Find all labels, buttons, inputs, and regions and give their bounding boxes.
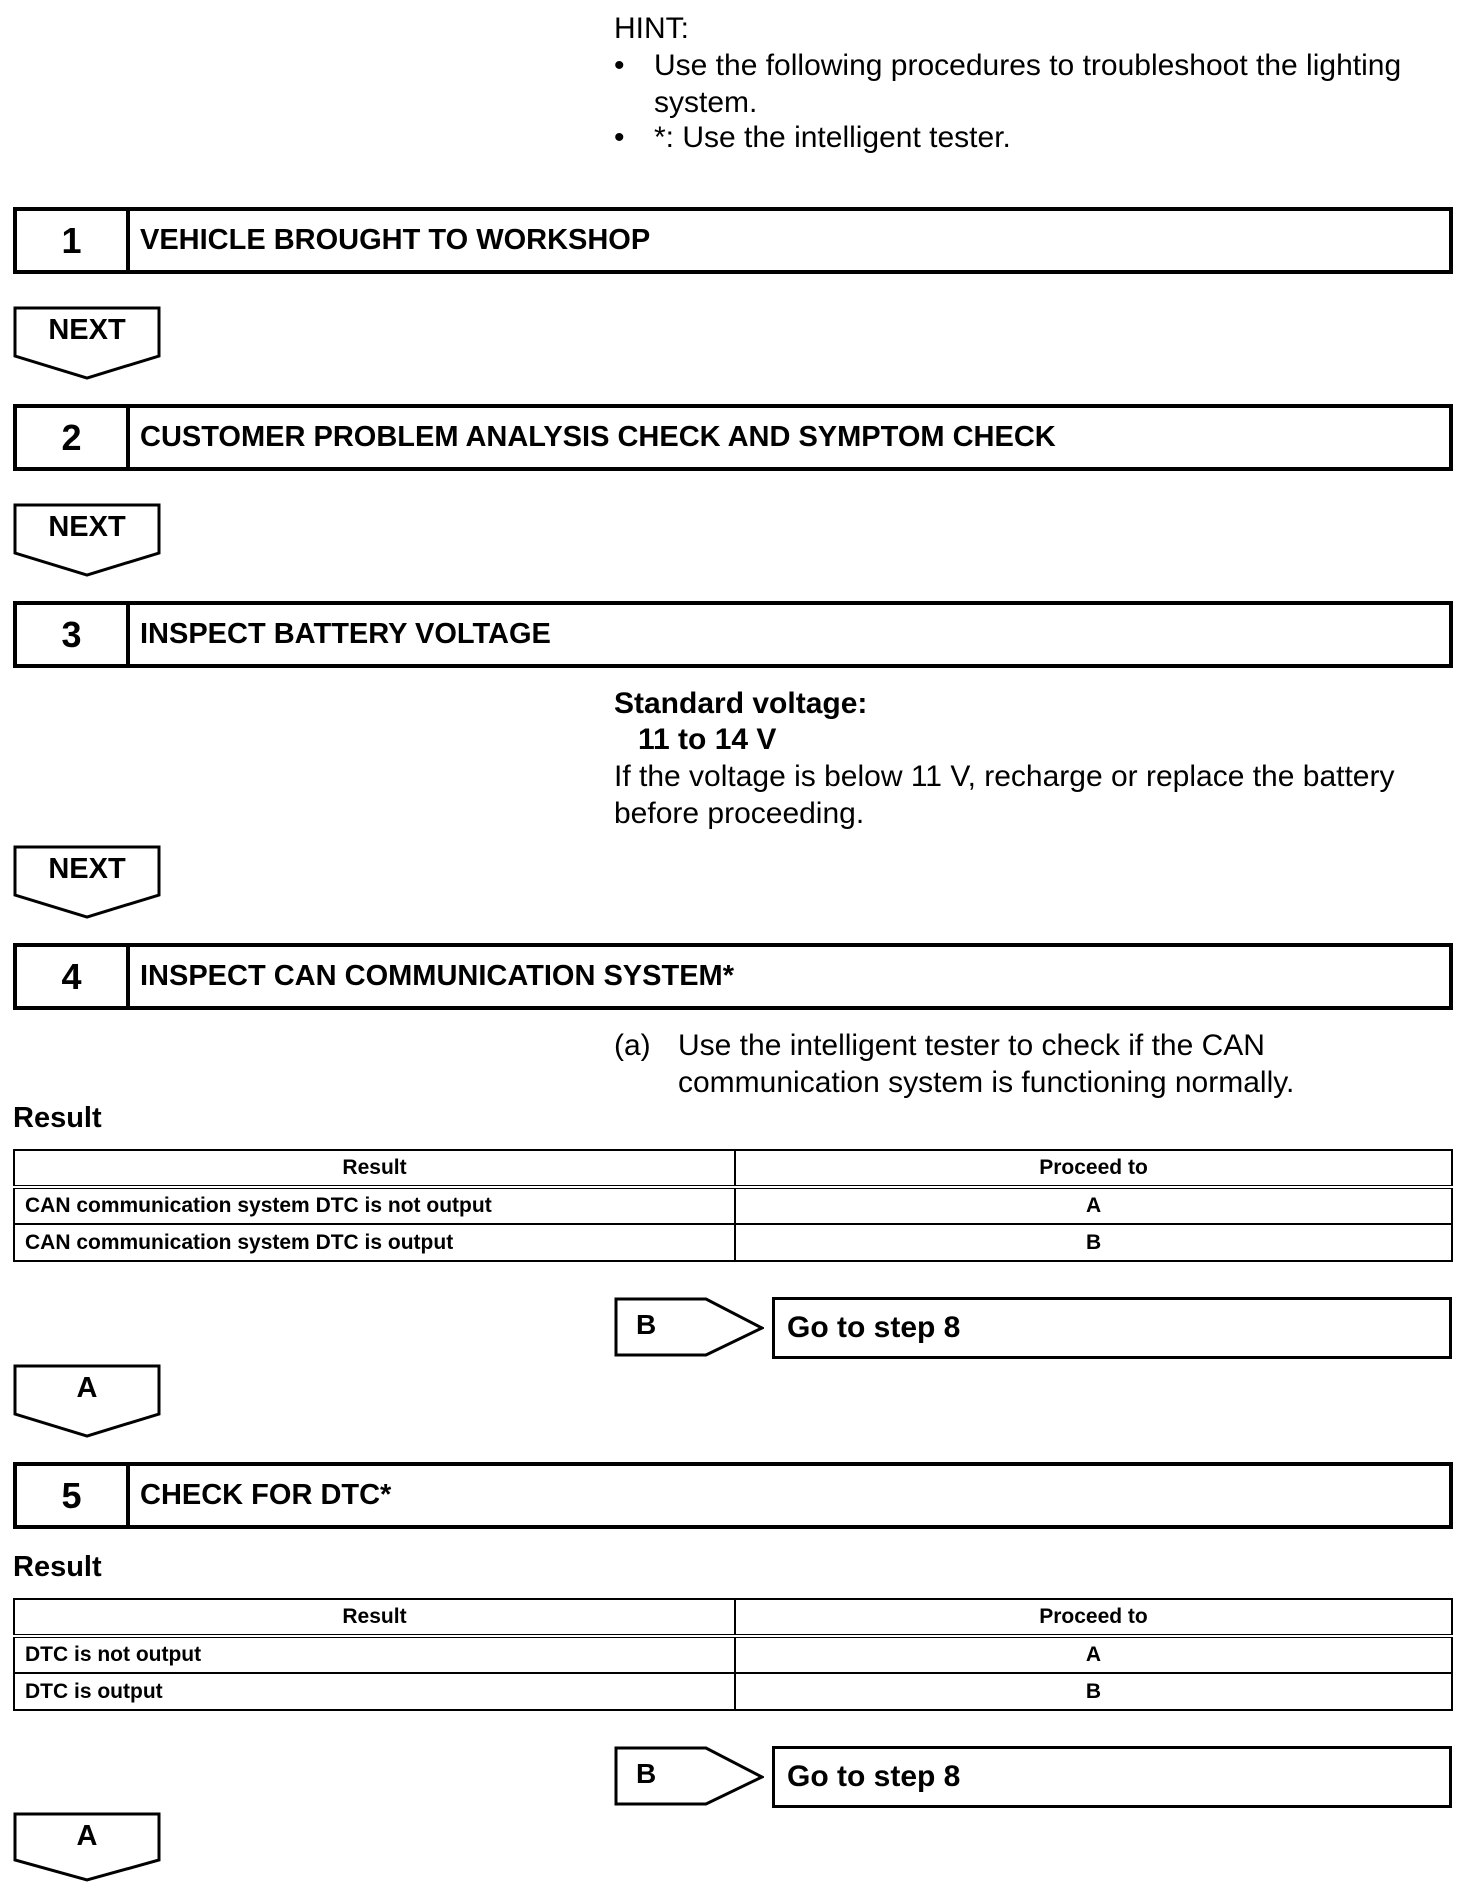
a-label: A — [76, 1820, 98, 1852]
step-3-header — [13, 601, 1453, 668]
result-cell: CAN communication system DTC is not output — [14, 1187, 735, 1224]
branch-b-arrow-step-4[interactable] — [614, 1297, 764, 1359]
bullet-marker: • — [614, 121, 625, 154]
a-label: A — [76, 1372, 98, 1404]
table-row — [14, 1224, 1452, 1261]
goto-step-box[interactable] — [772, 1746, 1452, 1808]
table-header-row — [14, 1150, 1452, 1187]
table-row — [14, 1187, 1452, 1224]
column-header-proceed: Proceed to — [735, 1150, 1452, 1187]
step-title: CHECK FOR DTC* — [140, 1479, 392, 1511]
instruction-text: Use the intelligent tester to check if the CAN communication system is functioning normally. — [678, 1029, 1295, 1099]
column-header-result: Result — [14, 1599, 735, 1636]
next-label: NEXT — [48, 853, 126, 885]
proceed-cell: A — [735, 1636, 1452, 1673]
step-title: VEHICLE BROUGHT TO WORKSHOP — [140, 224, 651, 256]
proceed-cell: B — [735, 1673, 1452, 1710]
step-title: INSPECT BATTERY VOLTAGE — [140, 618, 551, 650]
goto-text: Go to step 8 — [787, 1760, 961, 1793]
instruction-marker: (a) — [614, 1029, 651, 1062]
step-number: 5 — [17, 1466, 130, 1525]
step-title: CUSTOMER PROBLEM ANALYSIS CHECK AND SYMPTOM CHECK — [140, 421, 1056, 453]
step-number: 4 — [17, 947, 130, 1006]
column-header-proceed: Proceed to — [735, 1599, 1452, 1636]
result-label: Result — [13, 1551, 102, 1583]
hint-bullet-1 — [614, 47, 1464, 123]
step-5-header — [13, 1462, 1453, 1529]
step-2-header — [13, 404, 1453, 471]
table-row — [14, 1673, 1452, 1710]
branch-label: B — [636, 1758, 657, 1789]
next-arrow-2[interactable] — [13, 503, 161, 577]
table-row — [14, 1636, 1452, 1673]
step-number: 3 — [17, 605, 130, 664]
result-label: Result — [13, 1102, 102, 1134]
next-arrow-3[interactable] — [13, 845, 161, 919]
column-header-result: Result — [14, 1150, 735, 1187]
hint-text-1: Use the following procedures to troubleshoot the lighting system. — [654, 49, 1402, 119]
a-arrow-step-4[interactable] — [13, 1364, 161, 1438]
proceed-cell: A — [735, 1187, 1452, 1224]
step-number: 1 — [17, 211, 130, 270]
step-title: INSPECT CAN COMMUNICATION SYSTEM* — [140, 960, 734, 992]
step-1-header — [13, 207, 1453, 274]
step-number: 2 — [17, 408, 130, 467]
result-cell: DTC is output — [14, 1673, 735, 1710]
hint-title: HINT: — [614, 12, 689, 45]
next-arrow-1[interactable] — [13, 306, 161, 380]
table-header-row — [14, 1599, 1452, 1636]
goto-step-box[interactable] — [772, 1297, 1452, 1359]
result-table-step-4 — [13, 1149, 1453, 1262]
goto-text: Go to step 8 — [787, 1311, 961, 1344]
next-label: NEXT — [48, 314, 126, 346]
result-cell: DTC is not output — [14, 1636, 735, 1673]
proceed-cell: B — [735, 1224, 1452, 1261]
a-arrow-step-5[interactable] — [13, 1812, 161, 1886]
standard-voltage-label: Standard voltage: — [614, 687, 868, 720]
hint-text-2: *: Use the intelligent tester. — [654, 121, 1011, 154]
next-label: NEXT — [48, 511, 126, 543]
result-table-step-5 — [13, 1598, 1453, 1711]
branch-label: B — [636, 1309, 657, 1340]
voltage-note: If the voltage is below 11 V, recharge or replace the battery before proceeding. — [614, 760, 1395, 830]
result-cell: CAN communication system DTC is output — [14, 1224, 735, 1261]
bullet-marker: • — [614, 49, 625, 82]
hint-bullet-2 — [614, 119, 1464, 157]
branch-b-arrow-step-5[interactable] — [614, 1746, 764, 1808]
standard-voltage-value: 11 to 14 V — [638, 723, 777, 756]
step-4-header — [13, 943, 1453, 1010]
